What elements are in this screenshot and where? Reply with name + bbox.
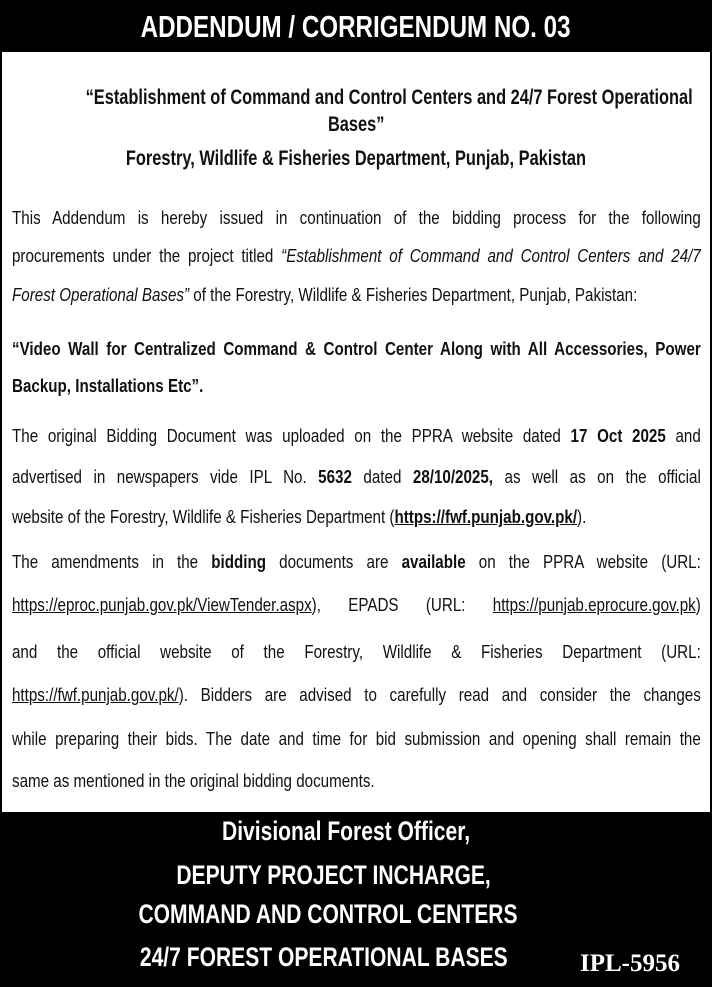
signatory-designation: DEPUTY PROJECT INCHARGE,	[176, 860, 492, 890]
body-line: https://eproc.punjab.gov.pk/ViewTender.aspx), EPADS (URL: https://punjab.eprocure.gov.pk)	[12, 594, 701, 615]
body-line: procurements under the project titled “Establishment of Command and Control Centers and 24/7	[12, 245, 701, 266]
body-line: website of the Forestry, Wildlife & Fisheries Department (https://fwf.punjab.gov.pk/).	[12, 506, 587, 527]
body-line: and the official website of the Forestry, Wildlife & Fisheries Department (URL:	[12, 641, 701, 662]
page-title: ADDENDUM / CORRIGENDUM NO. 03	[141, 9, 571, 44]
epads-link[interactable]: https://punjab.eprocure.gov.pk	[492, 594, 696, 615]
subtitle-line-2: Bases”	[327, 113, 385, 136]
body-line: Forest Operational Bases” of the Forestry, Wildlife & Fisheries Department, Punjab, Pakistan:	[12, 284, 638, 305]
body-line: The original Bidding Document was uploaded on the PPRA website dated 17 Oct 2025 and	[12, 425, 701, 446]
body-line: https://fwf.punjab.gov.pk/). Bidders are advised to carefully read and consider the changes	[12, 684, 701, 705]
body-line: This Addendum is hereby issued in continuation of the bidding process for the following	[12, 207, 701, 228]
subtitle-line-1: “Establishment of Command and Control Centers and 24/7 Forest Operational	[85, 86, 693, 109]
body-line: advertised in newspapers vide IPL No. 5632 dated 28/10/2025, as well as on the official	[12, 466, 701, 487]
signatory-office-2: 24/7 FOREST OPERATIONAL BASES	[140, 942, 508, 972]
body-line: same as mentioned in the original bidding documents.	[12, 770, 375, 791]
procurement-item: Backup, Installations Etc”.	[12, 375, 204, 396]
procurement-item: “Video Wall for Centralized Command & Control Center Along with All Accessories, Power	[12, 338, 701, 359]
fwf-link[interactable]: https://fwf.punjab.gov.pk/	[394, 506, 578, 527]
signatory-office: COMMAND AND CONTROL CENTERS	[138, 899, 518, 929]
signatory-title: Divisional Forest Officer,	[221, 816, 471, 846]
eproc-link[interactable]: https://eproc.punjab.gov.pk/ViewTender.aspx	[12, 594, 312, 615]
body-line: The amendments in the bidding documents are available on the PPRA website (URL:	[12, 551, 701, 572]
fwf-link[interactable]: https://fwf.punjab.gov.pk/	[12, 684, 179, 705]
ipl-number: IPL-5956	[580, 950, 680, 977]
subtitle-department: Forestry, Wildlife & Fisheries Department, Punjab, Pakistan	[125, 147, 587, 170]
body-line: while preparing their bids. The date and time for bid submission and opening shall remain the	[12, 728, 701, 749]
